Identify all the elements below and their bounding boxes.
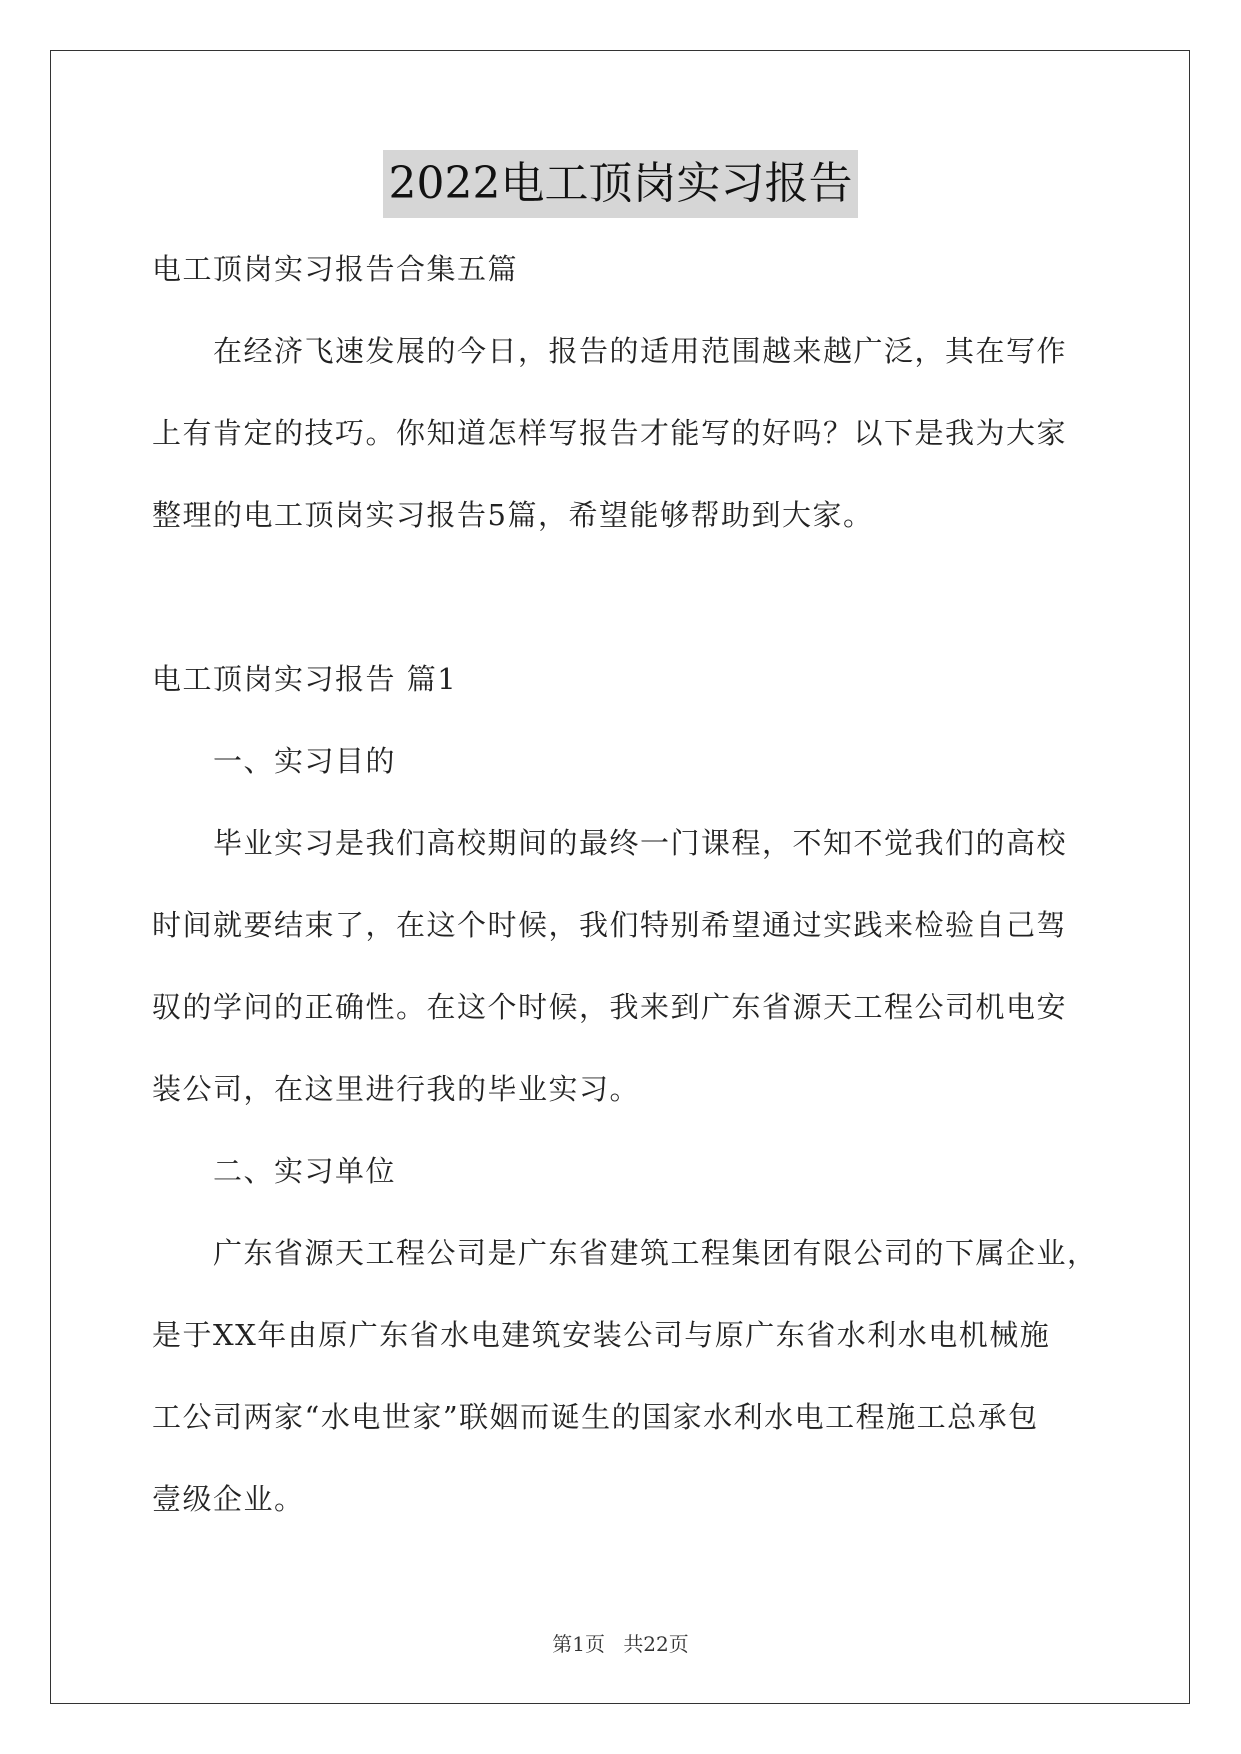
- paragraph-line: 广东省源天工程公司是广东省建筑工程集团有限公司的下属企业，: [213, 1236, 1098, 1270]
- paragraph-line: 整理的电工顶岗实习报告5篇，希望能够帮助到大家。: [152, 498, 874, 532]
- paragraph-line: 毕业实习是我们高校期间的最终一门课程，不知不觉我们的高校: [213, 826, 1068, 860]
- subsection-heading: 一、实习目的: [213, 744, 397, 778]
- page-total: 共22页: [623, 1632, 689, 1656]
- paragraph-line: 壹级企业。: [152, 1482, 305, 1516]
- paragraph-line: 上有肯定的技巧。你知道怎样写报告才能写的好吗？以下是我为大家: [152, 416, 1068, 450]
- subsection-heading: 二、实习单位: [213, 1154, 397, 1188]
- document-body: [152, 228, 1098, 1540]
- title-container: [0, 150, 1241, 218]
- subtitle-line: 电工顶岗实习报告合集五篇: [152, 252, 519, 286]
- paragraph-line: 是于XX年由原广东省水电建筑安装公司与原广东省水利水电机械施: [152, 1318, 1051, 1352]
- paragraph-line: 装公司，在这里进行我的毕业实习。: [152, 1072, 641, 1106]
- paragraph-line: 工公司两家“水电世家”联姻而诞生的国家水利水电工程施工总承包: [152, 1400, 1039, 1434]
- page-footer: [0, 1628, 1241, 1657]
- paragraph-line: 在经济飞速发展的今日，报告的适用范围越来越广泛，其在写作: [213, 334, 1068, 368]
- document-title: 2022电工顶岗实习报告: [383, 150, 859, 218]
- page-number: 第1页: [552, 1632, 605, 1656]
- section-heading: 电工顶岗实习报告 篇1: [152, 662, 458, 696]
- paragraph-line: 驭的学问的正确性。在这个时候，我来到广东省源天工程公司机电安: [152, 990, 1068, 1024]
- blank-line: [152, 556, 1092, 638]
- paragraph-line: 时间就要结束了，在这个时候，我们特别希望通过实践来检验自己驾: [152, 908, 1068, 942]
